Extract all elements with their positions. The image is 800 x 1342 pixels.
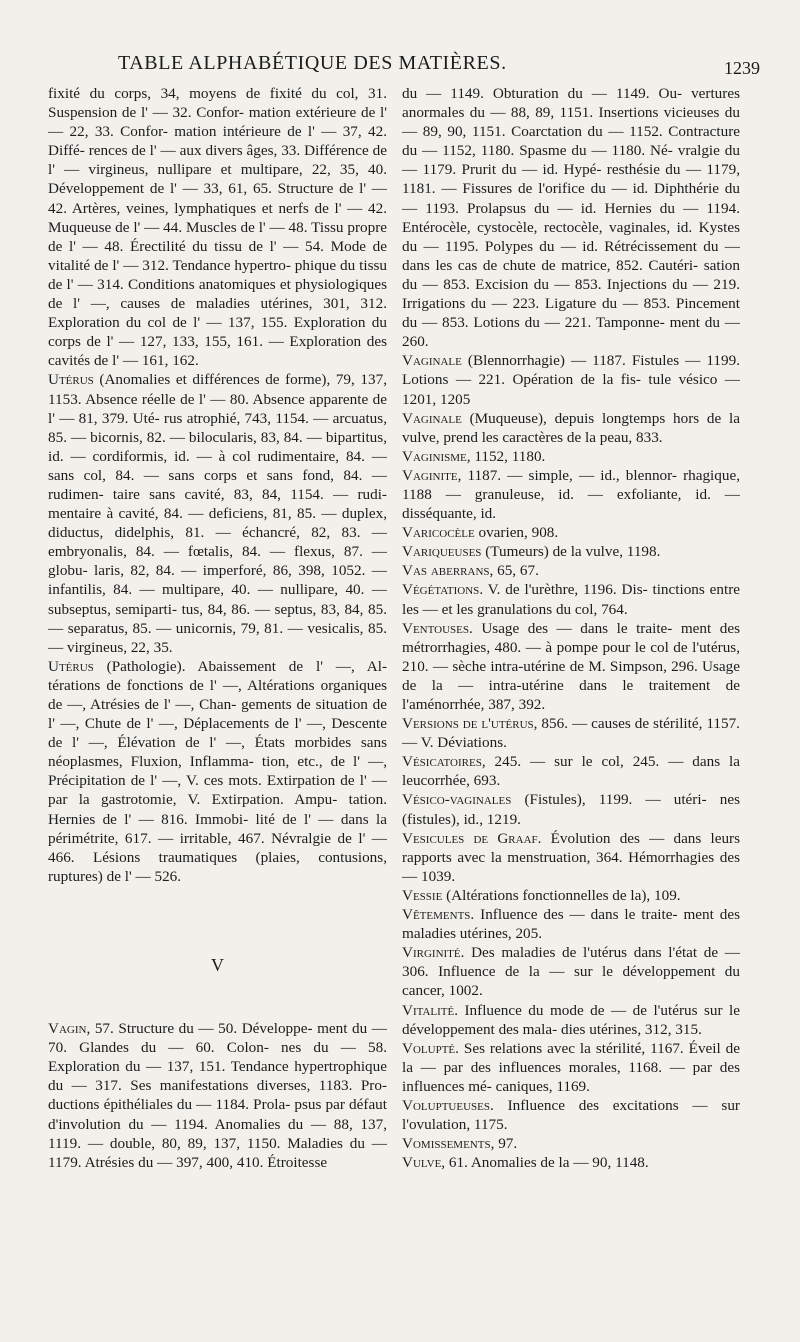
entry-body: (Anomalies et différences de forme), 79, 137, 1153. Absence réelle de l' — 80. Absence apparente de l' — 81, 379. Uté- rus atrophié, 743, 1154. — arcuatus, 85. — bicornis, 82. — bilocularis, 83, 84. — bipartitus, id. — cordiformis, id. — à col rudimentaire, 84. — sans col, 84. — sans corps et sans fond, 84. — rudimen- taire sans cavité, 83, 84, 1154. — rudi- mentaire à cavité, 84. — deficiens, 81, 85. — duplex, diductus, didelphis, 81. — échancré, 82, 83. — embryonalis, 84. — fœtalis, 84. — flexus, 87. — globu- laris, 82, 84. — imperforé, 86, 398, 1052. — infantilis, 84. — multipare, 40. — nullipare, 40. — subseptus, semiparti- tus, 84, 86. — septus, 83, 84, 85. — separatus, 85. — unicornis, 79, 81. — vesicalis, 85. — virgineus, 22, 35. <box>48 371 387 656</box>
entry-body: . Influence des excitations — sur l'ovulation, 1175. <box>402 1096 740 1134</box>
entry-body: , 65, 67. <box>489 562 539 580</box>
entry-body: (Fistules), 1199. — utéri- nes (fistules), id., 1219. <box>402 791 740 828</box>
entry-head: Volupté <box>402 1039 456 1057</box>
entry-body: . Ses relations avec la stérilité, 1167. Éveil de la — par des influences morales, 1168. — par des influences mé- caniques, 1169. <box>402 1039 740 1095</box>
entry-body: (Pathologie). Abaissement de l' —, Al- térations de fonctions de l' —, Altérations organiques de —, Atrésies de l' —, Chan- gements de situation de l' —, Chute de l' —, Déplacements de l' —, Descente de l' —, Élévation de l' —, États morbides sans néoplasmes, Fluxion, Inflamma- tion, etc., de l' —, Précipitation de l' —, V. ces mots. Extirpation de l' — par la gastrotomie, V. Extirpation. Ampu- tation. Hernies de l' — 816. Immobi- lité de l' — dans la périmétrite, 617. — irritable, 467. Névralgie de l' — 466. Lésions traumatiques (plaies, contusions, ruptures) de l' — 526. <box>48 657 387 885</box>
index-entry <box>402 542 740 561</box>
entry-uterus-pathology <box>48 657 387 886</box>
entry-head: Vêtements <box>402 906 471 924</box>
index-entry <box>402 447 740 466</box>
left-column <box>48 84 387 1172</box>
section-letter-v: V <box>211 954 224 975</box>
entry-head: Vaginale <box>402 409 462 427</box>
index-entry <box>402 905 740 943</box>
entry-head: Vomissements <box>402 1135 491 1153</box>
running-title: TABLE ALPHABÉTIQUE DES MATIÈRES. <box>118 52 507 74</box>
entry-vagin <box>48 1019 387 1172</box>
entry-head: Vaginisme <box>402 447 467 465</box>
entry-body: . Des maladies de l'utérus dans l'état de — 306. Influence de la — sur le développement du cancer, 1002. <box>402 944 740 1000</box>
entry-head: Utérus <box>48 371 94 389</box>
entry-head: Végétations <box>402 581 480 599</box>
entry-body: ovarien, 908. <box>474 524 559 542</box>
page-header <box>0 52 800 82</box>
index-entry <box>402 752 740 790</box>
index-entry <box>402 943 740 1000</box>
index-entry <box>402 1153 740 1172</box>
index-entry <box>402 523 740 542</box>
index-entry <box>402 619 740 714</box>
vagin-continued-text: du — 1149. Obturation du — 1149. Ou- vertures anormales du — 88, 89, 1151. Insertions vicieuses du — 89, 90, 1151. Coarctation du — 1152. Contracture du — 1152, 1180. Spasme du — 1180. Né- vralgie du — 1179. Prurit du — id. Hypé- resthésie du — 1179, 1181. — Fissures de l'orifice du — id. Diphthérie du — 1193. Prolapsus du — id. Hernies du — 1194. Entérocèle, cystocèle, rectocèle, vaginales, id. Kystes du — 1195. Polypes du — id. Rétrécissement du — dans les cas de chute de matrice, 852. Cautéri- sation du — 853. Excision du — 853. Injections du — 219. Irrigations du — 223. Ligature du — 853. Pincement du — 853. Lotions du — 221. Tamponne- ment du — 260. <box>402 85 740 351</box>
uterus-continued-text: fixité du corps, 34, moyens de fixité du col, 31. Suspension de l' — 32. Confor- mation extérieure de l' — 22, 33. Confor- mation intérieure de l' — 37, 42. Diffé- rences de l' — aux divers âges, 33. Différence de l' — virgineus, nullipare et multipare, 22, 35, 40. Développement de l' — 33, 61, 65. Structure de l' — 42. Artères, veines, lymphatiques et nerfs de l' — 42. Muqueuse de l' — 44. Muscles de l' — 48. Tissu propre de l' — 48. Érectilité du tissu de l' — 54. Mode de vitalité de l' — 312. Tendance hypertro- phique du tissu de l' — 314. Conditions anatomiques et physiologiques de l' —, causes de maladies utérines, 301, 312. Exploration du col de l' — 137, 155. Exploration du corps de l' — 127, 133, 155, 161. — Exploration des cavités de l' — 161, 162. <box>48 85 387 370</box>
index-entry <box>402 466 740 523</box>
entry-body: . Évolution des — dans leurs rapports avec la menstruation, 364. Hémorrhagies des — 1039. <box>402 829 741 885</box>
entry-body: . Influence du mode de — de l'utérus sur le développement des mala- dies utérines, 312, 315. <box>402 1001 740 1038</box>
entry-head: Vessie <box>402 886 443 904</box>
entry-body: , 856. — causes de stérilité, 1157. — V. Déviations. <box>402 715 740 752</box>
entry-body: , 57. Structure du — 50. Développe- ment du — 70. Glandes du — 60. Colon- nes du — 58. Exploration du — 137, 151. Tendance hypertrophique du — 317. Ses manifestations diverses, 1183. Pro- ductions épithéliales du — 1184. Prola- psus par défaut d'involution du — 1194. Anomalies du — 88, 137, 1119. — double, 80, 89, 137, 1150. Maladies du — 1179. Atrésies du — 397, 400, 410. Étroitesse <box>48 1020 387 1171</box>
entry-body: , 1152, 1180. <box>466 447 546 465</box>
entry-head: Vaginite <box>402 466 458 484</box>
index-entry <box>402 1134 740 1153</box>
entry-body: . Influence des — dans le traite- ment des maladies utérines, 205. <box>402 906 740 943</box>
entry-head: Vesicules de Graaf <box>402 829 538 847</box>
index-entry <box>402 1001 740 1039</box>
entry-head: Versions de l'utérus <box>402 715 534 733</box>
index-entry <box>402 580 740 618</box>
index-entry <box>402 561 740 580</box>
entry-head: Vas aberrans <box>402 562 490 580</box>
entry-head: Variqueuses <box>402 543 482 561</box>
entry-uterus-anomalies <box>48 370 387 656</box>
entry-body: , 1187. — simple, — id., blennor- rhagique, 1188 — granuleuse, id. — exfoliante, id. — disséquante, id. <box>402 466 740 523</box>
index-entry <box>402 409 740 447</box>
entry-head: Virginité <box>402 944 461 962</box>
index-entry <box>402 1096 740 1134</box>
index-entry <box>402 829 740 886</box>
index-entry <box>402 714 740 752</box>
index-entry <box>402 886 740 905</box>
entry-head: Vaginale <box>402 352 462 370</box>
right-column <box>402 84 740 1172</box>
entry-body: (Blennorrhagie) — 1187. Fistules — 1199. Lotions — 221. Opération de la fis- tule vésico — 1201, 1205 <box>402 352 740 408</box>
entry-head: Voluptueuses <box>402 1096 490 1114</box>
entry-head: Vésicatoires <box>402 753 482 771</box>
entry-body: , 97. <box>490 1135 518 1153</box>
entry-head: Vagin <box>48 1020 87 1038</box>
entry-body: (Altérations fonctionnelles de la), 109. <box>442 886 681 904</box>
right-entries-list <box>402 351 740 1172</box>
entry-body: . Usage des — dans le traite- ment des métrorrhagies, 480. — à pompe pour le col de l'utérus, 210. — sèche intra-utérine de M. Simpson, 296. Usage de la — intra-utérine dans le traitement de l'aménorrhée, 387, 392. <box>402 619 740 713</box>
entry-body: , 61. Anomalies de la — 90, 1148. <box>441 1154 649 1172</box>
index-entry <box>402 790 740 828</box>
entry-head: Ventouses <box>402 619 469 637</box>
entry-head: Vulve <box>402 1154 442 1172</box>
entry-head: Vitalité <box>402 1001 455 1019</box>
entry-head: Varicocèle <box>402 524 475 542</box>
entry-body: (Tumeurs) de la vulve, 1198. <box>481 543 661 561</box>
index-entry <box>402 1039 740 1096</box>
entry-body: . V. de l'urèthre, 1196. Dis- tinctions entre les — et les granulations du col, 764. <box>402 581 740 618</box>
entry-body: (Muqueuse), depuis longtemps hors de la vulve, prend les caractères de la peau, 833. <box>402 409 740 446</box>
entry-body: , 245. — sur le col, 245. — dans la leucorrhée, 693. <box>402 753 740 790</box>
page-number: 1239 <box>724 58 760 78</box>
entry-head: Vésico-vaginales <box>402 791 512 809</box>
entry-head: Utérus <box>48 657 94 675</box>
index-entry <box>402 351 740 408</box>
